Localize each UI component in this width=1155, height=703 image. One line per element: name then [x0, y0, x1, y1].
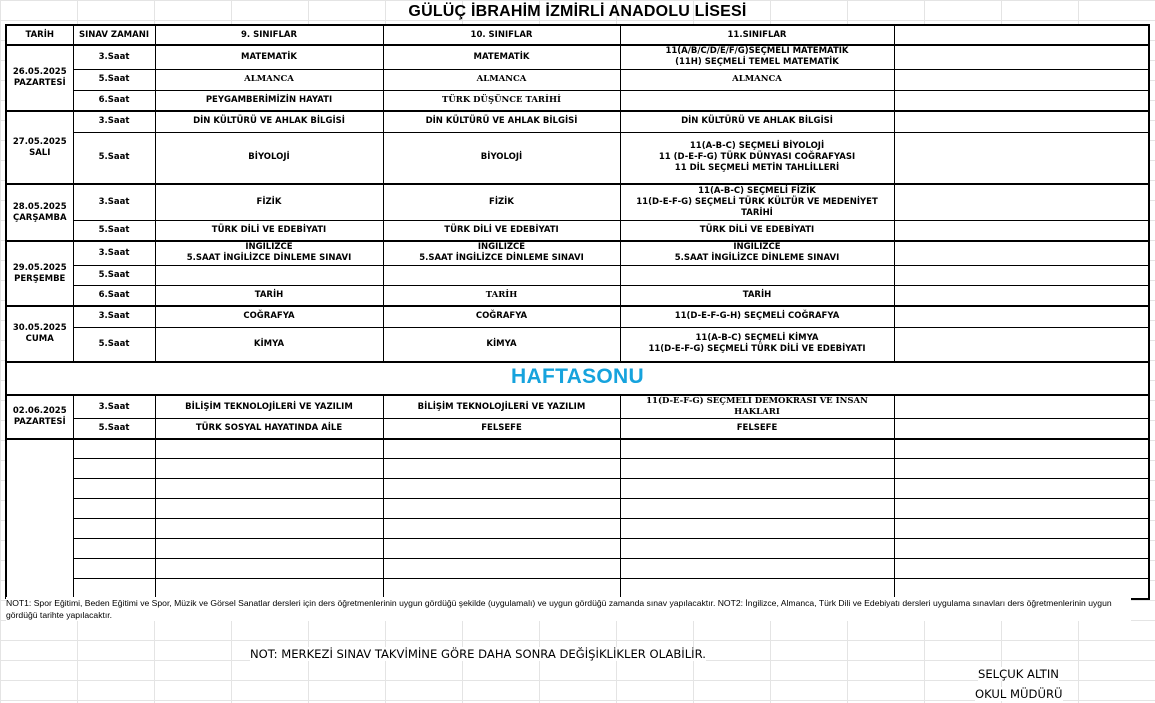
grade-10-exam: FELSEFE [383, 419, 620, 439]
date: 02.06.2025 [12, 405, 67, 416]
grade-10-exam: BİYOLOJİ [383, 132, 620, 184]
weekend-label: HAFTASONU [511, 364, 644, 388]
empty-cell [894, 132, 1149, 184]
exam-time: 5.Saat [73, 327, 155, 362]
empty-cell [894, 285, 1149, 306]
table-row [6, 419, 1149, 439]
date: 27.05.2025 [12, 136, 67, 147]
exam-line: 5.SAAT İNGİLİZCE DİNLEME SINAVI [419, 253, 584, 264]
header-grade-9: 9. SINIFLAR [155, 25, 383, 45]
principal-title: OKUL MÜDÜRÜ [975, 687, 1063, 701]
empty-row [6, 459, 1149, 479]
table-row [6, 395, 1149, 419]
table-row [6, 132, 1149, 184]
date-cell [6, 111, 73, 184]
exam-time: 5.Saat [73, 132, 155, 184]
exam-time: 6.Saat [73, 90, 155, 111]
grade-11-exam: TÜRK DİLİ VE EDEBİYATI [620, 220, 894, 241]
date-cell [6, 395, 73, 439]
exam-line: (11H) SEÇMELİ TEMEL MATEMATİK [675, 57, 839, 68]
exam-time: 3.Saat [73, 306, 155, 327]
grade-11-exam [620, 265, 894, 285]
footnote-text: NOT1: Spor Eğitimi, Beden Eğitimi ve Spor, Müzik ve Görsel Sanatlar dersleri için ders öğretmenlerinin uygun gördüğü şekilde (uygulamalı) ve uygun gördüğü zamanda sınav yapılacaktır. NOT2: İngilizce, Almanca, Türk Dili ve Edebiyatı dersleri uygulama sınavları ders öğretmenlerinin uygun gördüğü tarihte yapılacaktır. [6, 597, 1131, 621]
exam-line: 11(D-E-F-G) SEÇMELİ TÜRK DİLİ VE EDEBİYATI [648, 344, 866, 355]
table-row [6, 69, 1149, 90]
empty-cell [894, 90, 1149, 111]
grade-10-exam: FİZİK [383, 184, 620, 220]
exam-time: 3.Saat [73, 45, 155, 69]
table-row [6, 285, 1149, 306]
grade-10-exam [383, 265, 620, 285]
empty-cell [894, 69, 1149, 90]
grade-9-exam: BİLİŞİM TEKNOLOJİLERİ VE YAZILIM [155, 395, 383, 419]
exam-time: 5.Saat [73, 265, 155, 285]
grade-9-exam: COĞRAFYA [155, 306, 383, 327]
exam-line: 11(A-B-C) SEÇMELİ KİMYA [695, 333, 819, 344]
empty-row [6, 499, 1149, 519]
empty-cell [894, 241, 1149, 265]
empty-row [6, 479, 1149, 499]
grade-11-exam [620, 241, 894, 265]
header-grade-10: 10. SINIFLAR [383, 25, 620, 45]
header-exam-time: SINAV ZAMANI [73, 25, 155, 45]
grade-10-exam: TÜRK DÜŞÜNCE TARİHİ [383, 90, 620, 111]
exam-line: 11(D-E-F-G) SEÇMELİ TÜRK KÜLTÜR VE MEDENİYET TARİHİ [636, 196, 878, 218]
grade-9-exam: BİYOLOJİ [155, 132, 383, 184]
grade-10-exam: DİN KÜLTÜRÜ VE AHLAK BİLGİSİ [383, 111, 620, 132]
empty-cell [894, 395, 1149, 419]
grade-9-exam: ALMANCA [155, 69, 383, 90]
grade-10-exam: ALMANCA [383, 69, 620, 90]
grade-11-exam: 11(D-E-F-G-H) SEÇMELİ COĞRAFYA [620, 306, 894, 327]
exam-time: 3.Saat [73, 241, 155, 265]
grade-9-exam: TÜRK SOSYAL HAYATINDA AİLE [155, 419, 383, 439]
grade-9-exam: MATEMATİK [155, 45, 383, 69]
table-row [6, 184, 1149, 220]
grade-10-exam: MATEMATİK [383, 45, 620, 69]
grade-11-exam [620, 327, 894, 362]
grade-10-exam: TÜRK DİLİ VE EDEBİYATI [383, 220, 620, 241]
grade-11-exam: ALMANCA [620, 69, 894, 90]
empty-cell [894, 419, 1149, 439]
exam-time: 3.Saat [73, 111, 155, 132]
exam-line: 11(A-B-C) SEÇMELİ BİYOLOJİ [689, 141, 825, 152]
empty-row [6, 559, 1149, 579]
header-date: TARİH [6, 25, 73, 45]
grade-11-exam [620, 90, 894, 111]
date-cell [6, 306, 73, 362]
page-title: GÜLÜÇ İBRAHİM İZMİRLİ ANADOLU LİSESİ [408, 3, 747, 20]
empty-cell [894, 327, 1149, 362]
table-row [6, 90, 1149, 111]
exam-time: 5.Saat [73, 69, 155, 90]
empty-cell [894, 45, 1149, 69]
empty-cell [894, 306, 1149, 327]
exam-line: İNGİLİZCE [477, 242, 526, 253]
date-cell [6, 241, 73, 306]
grade-11-exam [620, 184, 894, 220]
exam-time: 5.Saat [73, 419, 155, 439]
weekday: SALI [29, 147, 51, 158]
grade-10-exam: KİMYA [383, 327, 620, 362]
empty-cell [894, 220, 1149, 241]
date: 30.05.2025 [12, 323, 67, 333]
grade-11-exam: FELSEFE [620, 419, 894, 439]
table-row [6, 241, 1149, 265]
table-row [6, 111, 1149, 132]
weekend-row [6, 362, 1149, 395]
grade-9-exam: FİZİK [155, 184, 383, 220]
empty-cell [894, 111, 1149, 132]
empty-date-cell [6, 439, 73, 599]
weekday: CUMA [25, 334, 54, 344]
table-row [6, 327, 1149, 362]
weekday: PAZARTESİ [13, 416, 66, 427]
exam-line: İNGİLİZCE [733, 242, 781, 253]
grade-11-exam [620, 45, 894, 69]
empty-row [6, 539, 1149, 559]
exam-line: 11(A-B-C) SEÇMELİ FİZİK [698, 185, 816, 196]
header-empty [894, 25, 1149, 45]
grade-9-exam: KİMYA [155, 327, 383, 362]
grade-9-exam [155, 241, 383, 265]
exam-time: 6.Saat [73, 285, 155, 306]
grade-11-exam [620, 132, 894, 184]
exam-line: 11(A/B/C/D/E/F/G)SEÇMELİ MATEMATİK [665, 46, 849, 57]
date-cell [6, 184, 73, 241]
date: 29.05.2025 [12, 262, 67, 273]
grade-10-exam: COĞRAFYA [383, 306, 620, 327]
grade-9-exam [155, 265, 383, 285]
grade-10-exam: TARİH [383, 285, 620, 306]
grade-9-exam: PEYGAMBERİMİZİN HAYATI [155, 90, 383, 111]
weekday: PAZARTESİ [13, 78, 66, 88]
header-grade-11: 11.SINIFLAR [620, 25, 894, 45]
grade-11-exam: DİN KÜLTÜRÜ VE AHLAK BİLGİSİ [620, 111, 894, 132]
grade-11-exam: TARİH [620, 285, 894, 306]
exam-time: 5.Saat [73, 220, 155, 241]
empty-row [6, 579, 1149, 599]
empty-row [6, 439, 1149, 459]
date: 26.05.2025 [12, 67, 67, 77]
exam-line: 5.SAAT İNGİLİZCE DİNLEME SINAVI [674, 253, 840, 264]
principal-name: SELÇUK ALTIN [978, 667, 1059, 681]
empty-row [6, 519, 1149, 539]
weekend-cell [6, 362, 1149, 395]
header-row [6, 25, 1149, 45]
date-cell [6, 45, 73, 111]
table-row [6, 265, 1149, 285]
exam-line: 11 DİL SEÇMELİ METİN TAHLİLLERİ [674, 163, 840, 174]
grade-11-exam: 11(D-E-F-G) SEÇMELİ DEMOKRASİ VE İNSAN HAKLARI [620, 395, 894, 419]
grade-9-exam: TARİH [155, 285, 383, 306]
weekday: PERŞEMBE [14, 273, 66, 284]
empty-cell [894, 265, 1149, 285]
grade-9-exam: TÜRK DİLİ VE EDEBİYATI [155, 220, 383, 241]
central-exam-note: NOT: MERKEZİ SINAV TAKVİMİNE GÖRE DAHA SONRA DEĞİŞİKLİKLER OLABİLİR. [250, 647, 706, 661]
grade-10-exam: BİLİŞİM TEKNOLOJİLERİ VE YAZILIM [383, 395, 620, 419]
grade-10-exam [383, 241, 620, 265]
table-row [6, 220, 1149, 241]
exam-time: 3.Saat [73, 395, 155, 419]
exam-line: İNGİLİZCE [245, 242, 293, 253]
table-row [6, 45, 1149, 69]
date: 28.05.2025 [12, 201, 67, 212]
exam-line: 11 (D-E-F-G) TÜRK DÜNYASI COĞRAFYASI [658, 152, 856, 163]
exam-time: 3.Saat [73, 184, 155, 220]
exam-schedule-table [5, 24, 1150, 600]
exam-line: 5.SAAT İNGİLİZCE DİNLEME SINAVI [186, 253, 352, 264]
table-row [6, 306, 1149, 327]
grade-9-exam: DİN KÜLTÜRÜ VE AHLAK BİLGİSİ [155, 111, 383, 132]
empty-cell [894, 184, 1149, 220]
weekday: ÇARŞAMBA [12, 212, 67, 223]
